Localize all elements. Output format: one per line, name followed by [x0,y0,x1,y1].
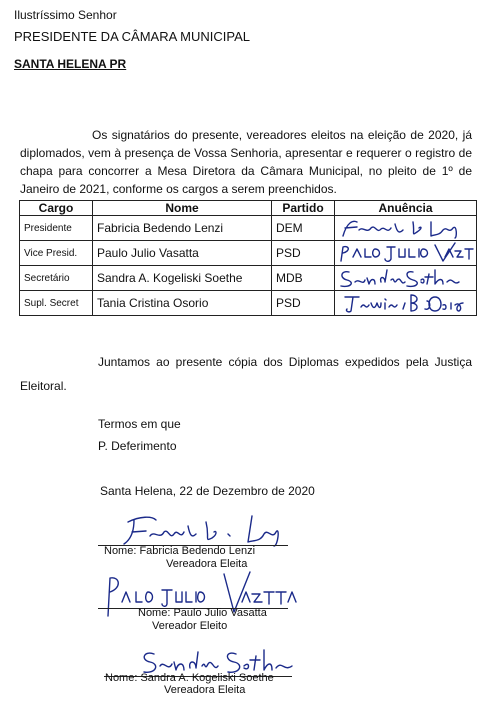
addressee: PRESIDENTE DA CÂMARA MUNICIPAL [14,29,250,44]
city-heading: SANTA HELENA PR [14,57,127,71]
attachment-paragraph: Juntamos ao presente cópia dos Diplomas expedidos pela Justiça Eleitoral. [20,355,472,393]
signature-paulo [335,241,475,265]
signatory-title: Vereadora Eleita [164,684,246,696]
cell-partido: DEM [272,216,335,241]
chapa-table [19,200,477,316]
table-row [20,291,477,316]
intro-paragraph: Os signatários do presente, vereadores eleitos na eleição de 2020, já diplomados, vem à presença de Vossa Senhoria, apresentar e requerer o registro de chapa para concorrer a Mesa Diretora da Câmara Municipal, no pleito de 1º de Janeiro de 2021, conforme os cargos a serem preenchidos. [20,128,472,196]
signature-fabricia-block [100,512,300,548]
signature-cell [335,241,477,266]
cell-cargo: Secretário [20,266,93,291]
cell-cargo: Presidente [20,216,93,241]
signature-cell [335,216,477,241]
table-row [20,241,477,266]
table-row [20,216,477,241]
signatory-name: Nome: Sandra A. Kogeliski Soethe [105,672,274,684]
cell-cargo: Vice Presid. [20,241,93,266]
signature-fabricia [335,216,475,240]
signature-sandra [335,266,475,290]
date-line: Santa Helena, 22 de Dezembro de 2020 [100,484,315,498]
header-cargo: Cargo [20,201,93,216]
signatory-name: Nome: Paulo Julio Vasatta [138,607,267,619]
signature-cell [335,266,477,291]
header-anuencia: Anuência [335,201,477,216]
salutation: Ilustríssimo Senhor [14,8,117,22]
signatory-title: Vereador Eleito [152,620,228,632]
signatory-name: Nome: Fabricia Bedendo Lenzi [104,545,256,557]
cell-nome: Fabricia Bedendo Lenzi [93,216,272,241]
signature-tania [335,291,475,315]
cell-cargo: Supl. Secret [20,291,93,316]
cell-partido: PSD [272,291,335,316]
closing-line-1: Termos em que [98,417,181,431]
header-partido: Partido [272,201,335,216]
table-row [20,266,477,291]
cell-partido: PSD [272,241,335,266]
header-nome: Nome [93,201,272,216]
cell-nome: Paulo Julio Vasatta [93,241,272,266]
cell-nome: Sandra A. Kogeliski Soethe [93,266,272,291]
closing-line-2: P. Deferimento [98,439,177,453]
cell-partido: MDB [272,266,335,291]
signature-cell [335,291,477,316]
cell-nome: Tania Cristina Osorio [93,291,272,316]
table-header-row [20,201,477,216]
signatory-title: Vereadora Eleita [166,558,248,570]
